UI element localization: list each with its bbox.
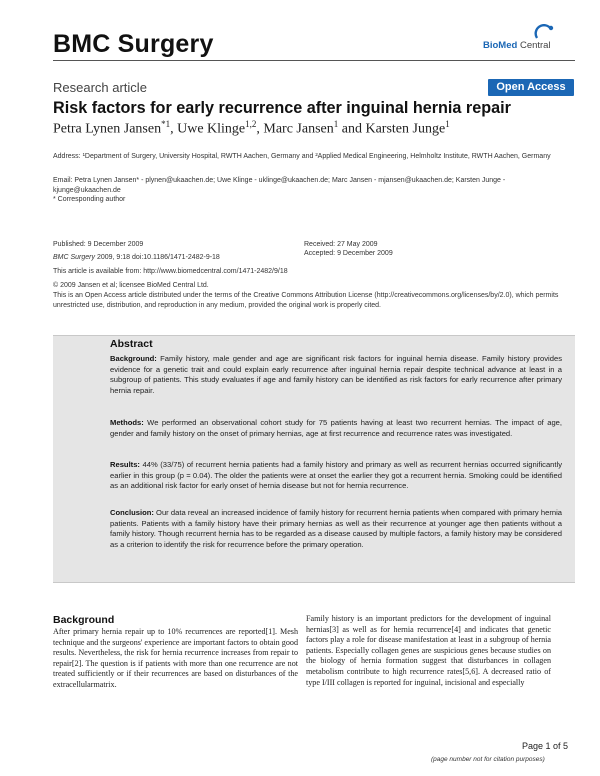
author-name: Uwe Klinge (177, 121, 246, 137)
license-text: This is an Open Access article distributed under the terms of the Creative Commons Attribution License (http://creativecommons.org/licenses/by/2.0), which permits unrestricted use, distribution, and reproduction in any medium, provided the original work is properly cited. (53, 292, 559, 309)
accepted-date: Accepted: 9 December 2009 (304, 250, 393, 257)
open-access-badge[interactable]: Open Access (488, 79, 574, 96)
abstract-heading: Abstract (110, 338, 153, 350)
abstract-conclusion: Conclusion: Our data reveal an increased incidence of family history for recurrent hernia patients when compared with primary hernia patients. Patients with a family history have their primary hernias as well as their recurrence at younger age then patients without a family history. Though recurrent hernia has to be regarded as a disease caused by multiple factors, a family history may be considered as a criterion to identify the risk for recurrence before the primary operation. (110, 508, 562, 549)
received-date: Received: 27 May 2009 (304, 241, 378, 248)
page-number: Page 1 of 5 (522, 741, 569, 751)
author-emails: Email: Petra Lynen Jansen* - plynen@ukaachen.de; Uwe Klinge - uklinge@ukaachen.de; Marc Jansen - mjansen@ukaachen.de; Karsten Junge - kjunge@ukaachen.de (53, 177, 506, 194)
abstract-background: Background: Family history, male gender and age are significant risk factors for inguinal hernia disease. Family history provides evidence for a genetic trait and could explain early recurrence after inguinal hernia repair despite technical advance at least in a subgroup of patients. This study evaluates if age and family history can be identified as risk factors for early recurrence after primary hernia repair. (110, 354, 562, 395)
header-rule (53, 60, 575, 61)
publisher-logo-text: BioMed Central (483, 40, 551, 51)
citation: BMC Surgery 2009, 9:18 doi:10.1186/1471-2482-9-18 (53, 254, 220, 261)
journal-title: BMC Surgery (53, 30, 214, 58)
author-name: Karsten Junge (365, 121, 446, 137)
page-number-note: (page number not for citation purposes) (431, 756, 545, 763)
article-type: Research article (53, 80, 147, 95)
corresponding-note: * Corresponding author (53, 196, 126, 203)
author-name: Petra Lynen Jansen (53, 121, 162, 137)
article-url[interactable]: This article is available from: http://www.biomedcentral.com/1471-2482/9/18 (53, 268, 288, 275)
author-address: Address: ¹Department of Surgery, University Hospital, RWTH Aachen, Germany and ²Applied Medical Engineering, Helmholtz Institute, RWTH Aachen, Germany (53, 153, 551, 160)
published-date: Published: 9 December 2009 (53, 241, 144, 248)
body-column-left: After primary hernia repair up to 10% recurrences are reported[1]. Mesh technique and the surgeons' experience are important factors to obtain good results. Nevertheless, the risk for hernia recurrence increases from repair to repair[2]. The question is if patients with more than one recurrence are not treated sufficiently or if their recurrences are based on disturbances of the extracellularmatrix. (53, 627, 298, 689)
body-column-right: Family history is an important predictors for the development of inguinal hernias[3] as well as for hernia recurrence[4] and indicates that genetic factors play a role for disease manifestation at least in a subgroup of hernia patients. Especially collagen genes are suspicious genes because studies on the biology of hernia formation suggest that disturbances in collagen metabolism contribute to high recurrence rates[5,6]. A decreased ratio of type I/III collagen is reported for inguinal, incisional and especially (306, 614, 551, 687)
abstract-results: Results: 44% (33/75) of recurrent hernia patients had a family history and primary as well as recurrent hernias occurred significantly earlier in this group (p = 0.04). The older the patients were at onset the earlier they got a recurrent hernia. Smoking could be identified as an additional risk factor for early onset of hernia disease but not for hernia recurrence. (110, 460, 562, 491)
copyright: © 2009 Jansen et al; licensee BioMed Central Ltd. (53, 282, 209, 289)
author-list: Petra Lynen Jansen$^{*1}$, Uwe Klinge$^{1,2}$, Marc Jansen$^1$ and Karsten Junge$^1$ (53, 119, 450, 137)
section-heading-background: Background (53, 614, 115, 626)
abstract-methods: Methods: We performed an observational cohort study for 75 patients having at least two recurrent hernias. The impact of age, gender and family history on the onset of primary hernias, age at first recurrence and recurrence rates was investigated. (110, 418, 562, 438)
author-name: Marc Jansen (263, 121, 334, 137)
article-title: Risk factors for early recurrence after inguinal hernia repair (53, 99, 511, 117)
